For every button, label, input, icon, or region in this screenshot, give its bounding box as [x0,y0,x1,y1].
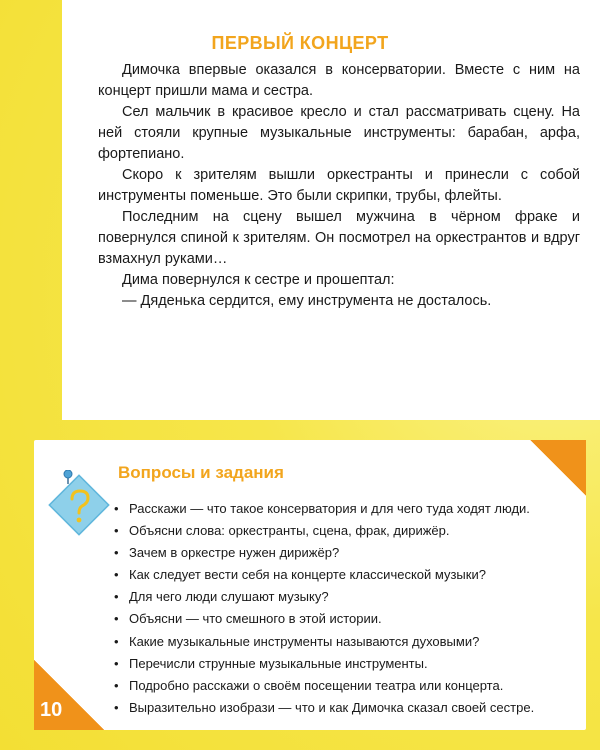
page-number-corner [34,660,104,730]
story-paragraph: Скоро к зрителям вышли оркестранты и принесли с собой инструменты поменьше. Это были скрипки, трубы, флейты. [98,167,580,204]
story-text [98,60,580,312]
story-paragraph: — Дяденька сердится, ему инструмента не досталось. [122,293,492,309]
story-paragraph: Сел мальчик в красивое кресло и стал рассматривать сцену. На ней стояли крупные музыкальные инструменты: барабан, арфа, фортепиано. [98,104,580,162]
corner-decoration [530,440,586,496]
task-item: • Объясни слова: оркестранты, сцена, фрак, дирижёр. [112,520,582,542]
task-item: • Какие музыкальные инструменты называются духовыми? [112,631,582,653]
tasks-list [112,498,582,719]
story-paragraph: Дима повернулся к сестре и прошептал: [122,272,395,288]
task-item: • Подробно расскажи о своём посещении театра или концерта. [112,675,582,697]
story-paragraph: Димочка впервые оказался в консерватории. Вместе с ним на концерт пришли мама и сестра. [98,62,580,99]
task-item: • Для чего люди слушают музыку? [112,586,582,608]
task-item: • Как следует вести себя на концерте классической музыки? [112,564,582,586]
page-number: 10 [40,699,63,721]
story-title: ПЕРВЫЙ КОНЦЕРТ [211,33,389,53]
task-item: • Перечисли струнные музыкальные инструменты. [112,653,582,675]
task-item: • Объясни — что смешного в этой истории. [112,608,582,630]
story-paragraph: Последним на сцену вышел мужчина в чёрном фраке и повернулся спиной к зрителям. Он посмотрел на оркестрантов и вдруг взмахнул руками… [98,209,580,267]
tasks-title: Вопросы и задания [118,463,284,482]
task-item: • Выразительно изобрази — что и как Димочка сказал своей сестре. [112,697,582,719]
task-item: • Расскажи — что такое консерватория и для чего туда ходят люди. [112,498,582,520]
task-item: • Зачем в оркестре нужен дирижёр? [112,542,582,564]
question-mark-note-icon [44,470,116,542]
